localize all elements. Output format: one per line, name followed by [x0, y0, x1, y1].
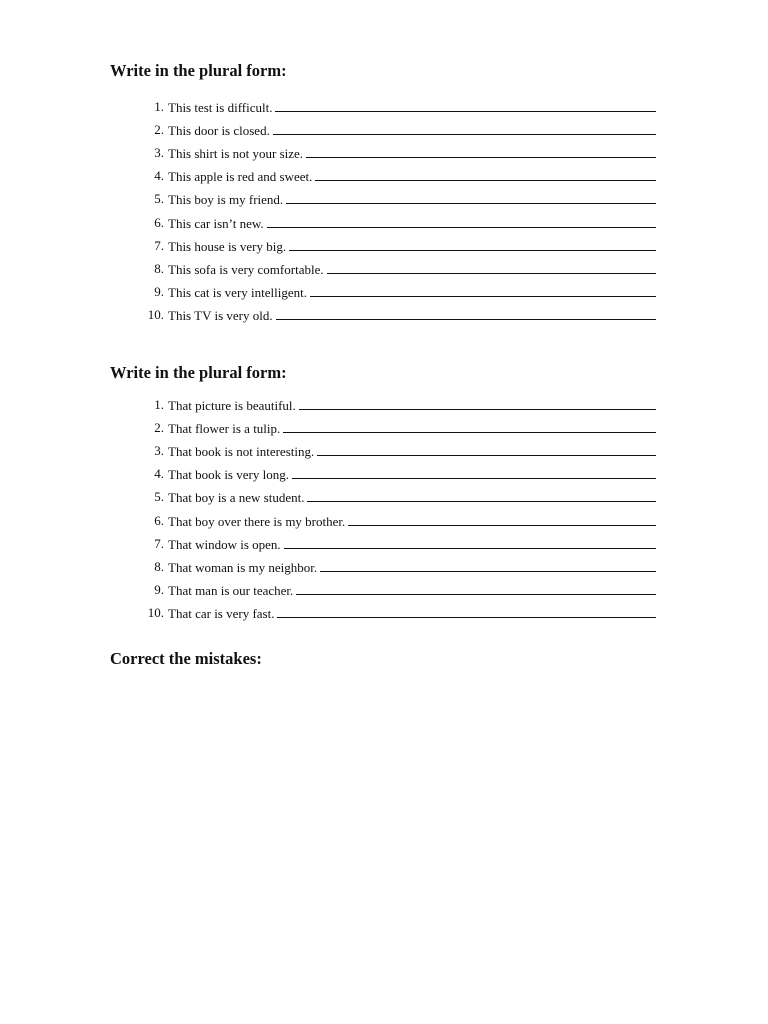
exercise-item — [0, 512, 768, 530]
exercise-content — [168, 558, 656, 577]
answer-blank-line[interactable] — [348, 512, 656, 526]
exercise-content — [168, 190, 656, 209]
exercise-content — [168, 214, 656, 233]
exercise-sentence: This TV is very old. — [168, 307, 273, 323]
exercise-sentence: This apple is red and sweet. — [168, 169, 313, 185]
exercise-sentence: This house is very big. — [168, 238, 287, 254]
exercise-item — [0, 190, 768, 208]
exercise-number: 8. — [154, 260, 164, 276]
answer-blank-line[interactable] — [276, 306, 656, 320]
exercise-number: 8. — [154, 558, 164, 574]
answer-blank-line[interactable] — [315, 167, 656, 181]
exercise-item — [0, 237, 768, 255]
exercise-content — [168, 512, 656, 531]
exercise-number: 2. — [154, 122, 164, 138]
exercise-item — [0, 419, 768, 437]
exercise-item — [0, 558, 768, 576]
exercise-content — [168, 260, 656, 279]
exercise-item — [0, 442, 768, 460]
answer-blank-line[interactable] — [299, 396, 656, 410]
exercise-number: 9. — [154, 283, 164, 299]
exercise-sentence: That book is not interesting. — [168, 444, 315, 460]
section1-heading: Write in the plural form: — [110, 61, 287, 80]
exercise-number: 1. — [154, 397, 164, 412]
section2-heading: Write in the plural form: — [110, 363, 287, 382]
exercise-sentence: That boy is a new student. — [168, 490, 305, 506]
exercise-sentence: That man is our teacher. — [168, 582, 294, 598]
exercise-number: 4. — [154, 466, 164, 482]
exercise-sentence: This sofa is very comfortable. — [168, 261, 324, 277]
exercise-content — [168, 306, 656, 325]
exercise-item — [0, 306, 768, 324]
exercise-number: 10. — [147, 604, 164, 620]
exercise-item — [0, 214, 768, 232]
exercise-content — [168, 442, 656, 461]
exercise-number: 4. — [154, 168, 164, 184]
exercise-sentence: That flower is a tulip. — [168, 421, 281, 437]
exercise-sentence: This door is closed. — [168, 123, 270, 139]
answer-blank-line[interactable] — [283, 419, 656, 433]
answer-blank-line[interactable] — [273, 121, 656, 135]
exercise-item — [0, 488, 768, 506]
exercise-content — [168, 396, 656, 415]
exercise-item — [0, 121, 768, 139]
exercise-number: 5. — [154, 191, 164, 207]
exercise-number: 10. — [147, 306, 164, 322]
answer-blank-line[interactable] — [310, 283, 656, 297]
exercise-number: 6. — [154, 214, 164, 230]
exercise-sentence: This test is difficult. — [168, 100, 273, 115]
exercise-item — [0, 465, 768, 483]
exercise-content — [168, 98, 656, 117]
exercise-number: 1. — [154, 99, 164, 114]
section3-heading: Correct the mistakes: — [110, 649, 262, 668]
exercise-sentence: That picture is beautiful. — [168, 398, 296, 413]
answer-blank-line[interactable] — [292, 465, 656, 479]
exercise-sentence: That window is open. — [168, 536, 281, 552]
answer-blank-line[interactable] — [306, 144, 656, 158]
exercise-content — [168, 237, 656, 256]
exercise-number: 7. — [154, 237, 164, 253]
exercise-sentence: This cat is very intelligent. — [168, 284, 307, 300]
exercise-content — [168, 604, 656, 623]
answer-blank-line[interactable] — [284, 535, 656, 549]
exercise-item — [0, 260, 768, 278]
exercise-item — [0, 98, 768, 116]
exercise-sentence: This shirt is not your size. — [168, 146, 304, 162]
exercise-content — [168, 121, 656, 140]
exercise-content — [168, 465, 656, 484]
exercise-content — [168, 488, 656, 507]
exercise-item — [0, 396, 768, 414]
exercise-sentence: This boy is my friend. — [168, 192, 284, 208]
exercise-sentence: That book is very long. — [168, 467, 289, 483]
exercise-sentence: This car isn’t new. — [168, 215, 264, 231]
exercise-number: 7. — [154, 535, 164, 551]
exercise-item — [0, 144, 768, 162]
exercise-content — [168, 535, 656, 554]
exercise-number: 2. — [154, 420, 164, 436]
answer-blank-line[interactable] — [327, 260, 656, 274]
exercise-number: 5. — [154, 489, 164, 505]
answer-blank-line[interactable] — [320, 558, 656, 572]
exercise-sentence: That boy over there is my brother. — [168, 513, 346, 529]
exercise-item — [0, 604, 768, 622]
exercise-number: 9. — [154, 581, 164, 597]
exercise-content — [168, 283, 656, 302]
answer-blank-line[interactable] — [307, 488, 656, 502]
answer-blank-line[interactable] — [317, 442, 656, 456]
exercise-sentence: That woman is my neighbor. — [168, 559, 318, 575]
exercise-item — [0, 535, 768, 553]
exercise-item — [0, 283, 768, 301]
exercise-number: 3. — [154, 443, 164, 459]
answer-blank-line[interactable] — [267, 214, 656, 228]
answer-blank-line[interactable] — [286, 190, 656, 204]
exercise-content — [168, 167, 656, 186]
exercise-item — [0, 167, 768, 185]
exercise-content — [168, 144, 656, 163]
exercise-number: 3. — [154, 145, 164, 161]
exercise-content — [168, 581, 656, 600]
answer-blank-line[interactable] — [277, 604, 656, 618]
answer-blank-line[interactable] — [289, 237, 656, 251]
exercise-sentence: That car is very fast. — [168, 605, 275, 621]
answer-blank-line[interactable] — [296, 581, 656, 595]
answer-blank-line[interactable] — [275, 98, 656, 112]
exercise-number: 6. — [154, 512, 164, 528]
exercise-content — [168, 419, 656, 438]
exercise-item — [0, 581, 768, 599]
